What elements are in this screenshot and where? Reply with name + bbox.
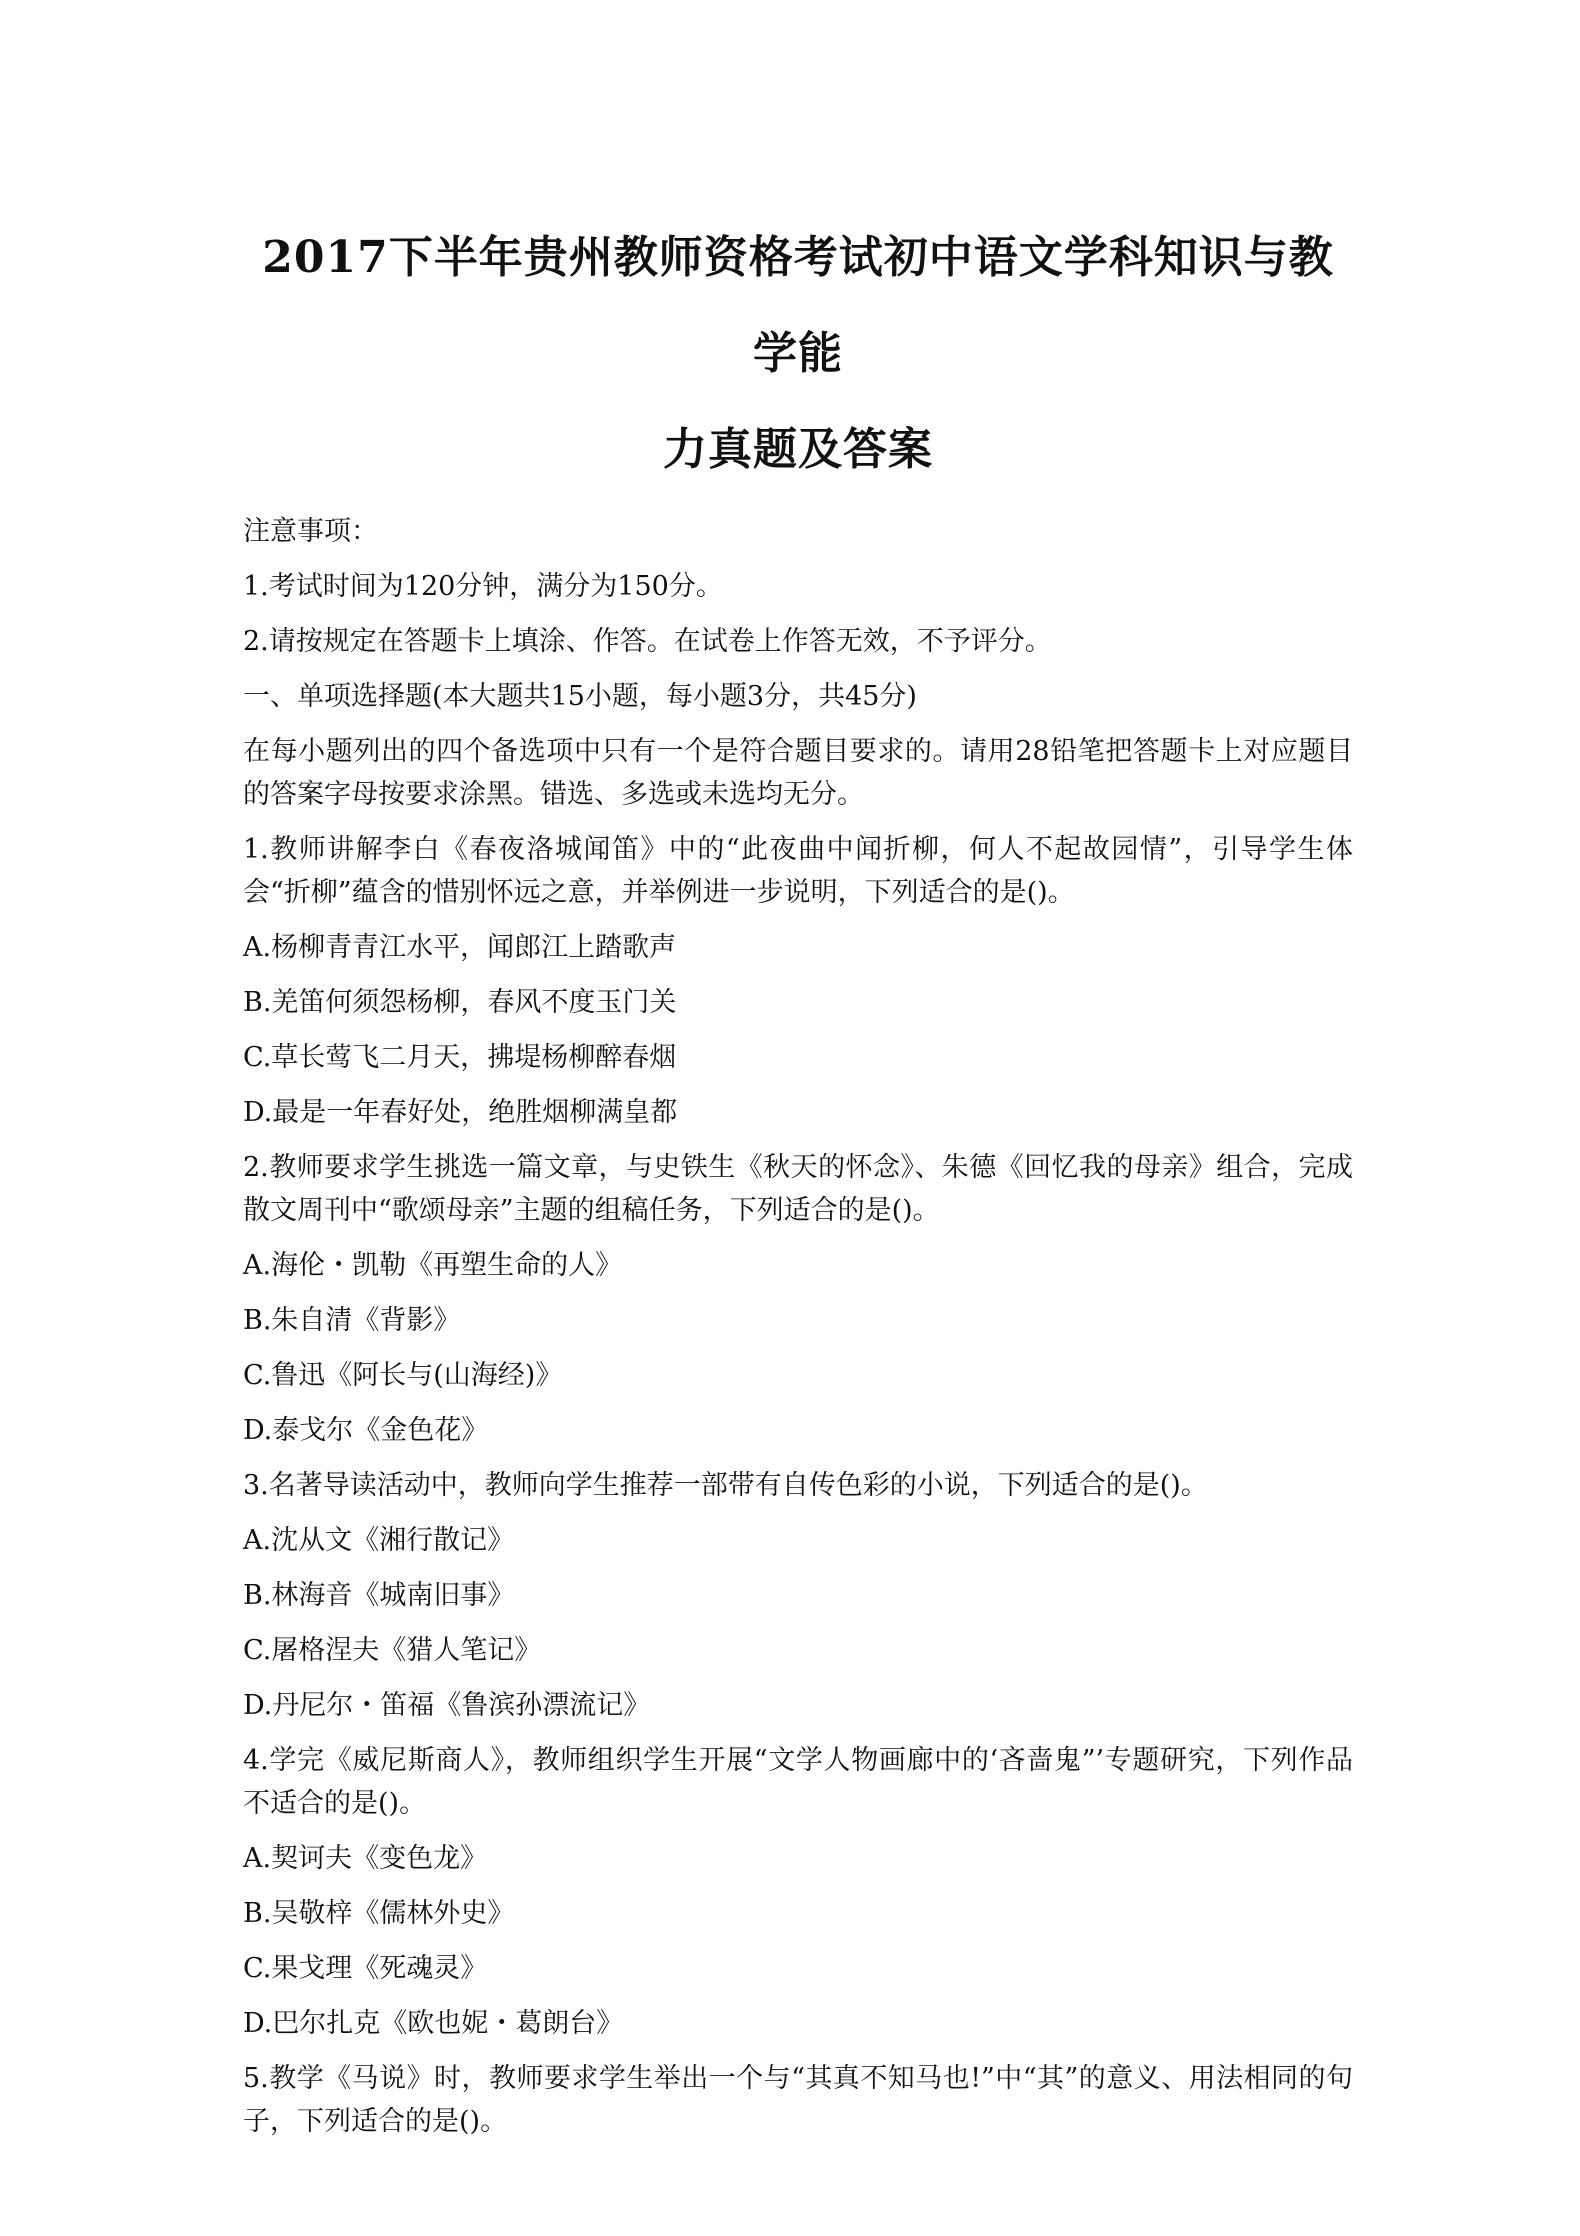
question-stem: 3.名著导读活动中，教师向学生推荐一部带有自传色彩的小说，下列适合的是()。	[243, 1470, 1208, 1501]
title-line-1: 2017下半年贵州教师资格考试初中语文学科知识与教学能	[262, 232, 1334, 379]
answer-option: C.鲁迅《阿长与(山海经)》	[243, 1360, 563, 1391]
answer-option: A.沈从文《湘行散记》	[243, 1525, 515, 1556]
answer-option: D.丹尼尔・笛福《鲁滨孙漂流记》	[243, 1690, 651, 1721]
answer-option: D.最是一年春好处，绝胜烟柳满皇都	[243, 1097, 678, 1128]
question-stem: 2.教师要求学生挑选一篇文章，与史铁生《秋天的怀念》、朱德《回忆我的母亲》组合，完成散文周刊中“歌颂母亲”主题的组稿任务，下列适合的是()。	[243, 1152, 1353, 1226]
answer-option: C.草长莺飞二月天，拂堤杨柳醉春烟	[243, 1042, 677, 1073]
question-stem: 1.教师讲解李白《春夜洛城闻笛》中的“此夜曲中闻折柳，何人不起故园情”，引导学生体会“折柳”蕴含的惜别怀远之意，并举例进一步说明，下列适合的是()。	[243, 834, 1353, 908]
answer-option: C.果戈理《死魂灵》	[243, 1953, 488, 1984]
question-stem: 5.教学《马说》时，教师要求学生举出一个与“其真不知马也!”中“其”的意义、用法相同的句子，下列适合的是()。	[243, 2063, 1353, 2137]
answer-option: B.羌笛何须怨杨柳，春风不度玉门关	[243, 987, 677, 1018]
answer-option: D.泰戈尔《金色花》	[243, 1415, 489, 1446]
answer-option: A.海伦・凯勒《再塑生命的人》	[243, 1250, 623, 1281]
document-page	[243, 210, 1353, 2155]
title-line-2: 力真题及答案	[663, 424, 933, 475]
answer-option: C.屠格涅夫《猎人笔记》	[243, 1635, 542, 1666]
notice-item-2: 2.请按规定在答题卡上填涂、作答。在试卷上作答无效，不予评分。	[243, 626, 1052, 657]
section-instruction: 在每小题列出的四个备选项中只有一个是符合题目要求的。请用28铅笔把答题卡上对应题目的答案字母按要求涂黑。错选、多选或未选均无分。	[243, 736, 1353, 810]
answer-option: B.林海音《城南旧事》	[243, 1580, 515, 1611]
notice-item-1: 1.考试时间为120分钟，满分为150分。	[243, 571, 723, 602]
answer-option: B.吴敬梓《儒林外史》	[243, 1898, 515, 1929]
answer-option: D.巴尔扎克《欧也妮・葛朗台》	[243, 2008, 624, 2039]
document-title	[243, 210, 1353, 498]
question-stem: 4.学完《威尼斯商人》，教师组织学生开展“文学人物画廊中的‘吝啬鬼”’专题研究，下列作品不适合的是()。	[243, 1745, 1353, 1819]
answer-option: A.杨柳青青江水平，闻郎江上踏歌声	[243, 932, 677, 963]
section-heading: 一、单项选择题(本大题共15小题，每小题3分，共45分)	[243, 681, 917, 712]
answer-option: A.契诃夫《变色龙》	[243, 1843, 488, 1874]
notice-heading: 注意事项：	[243, 516, 378, 547]
answer-option: B.朱自清《背影》	[243, 1305, 461, 1336]
